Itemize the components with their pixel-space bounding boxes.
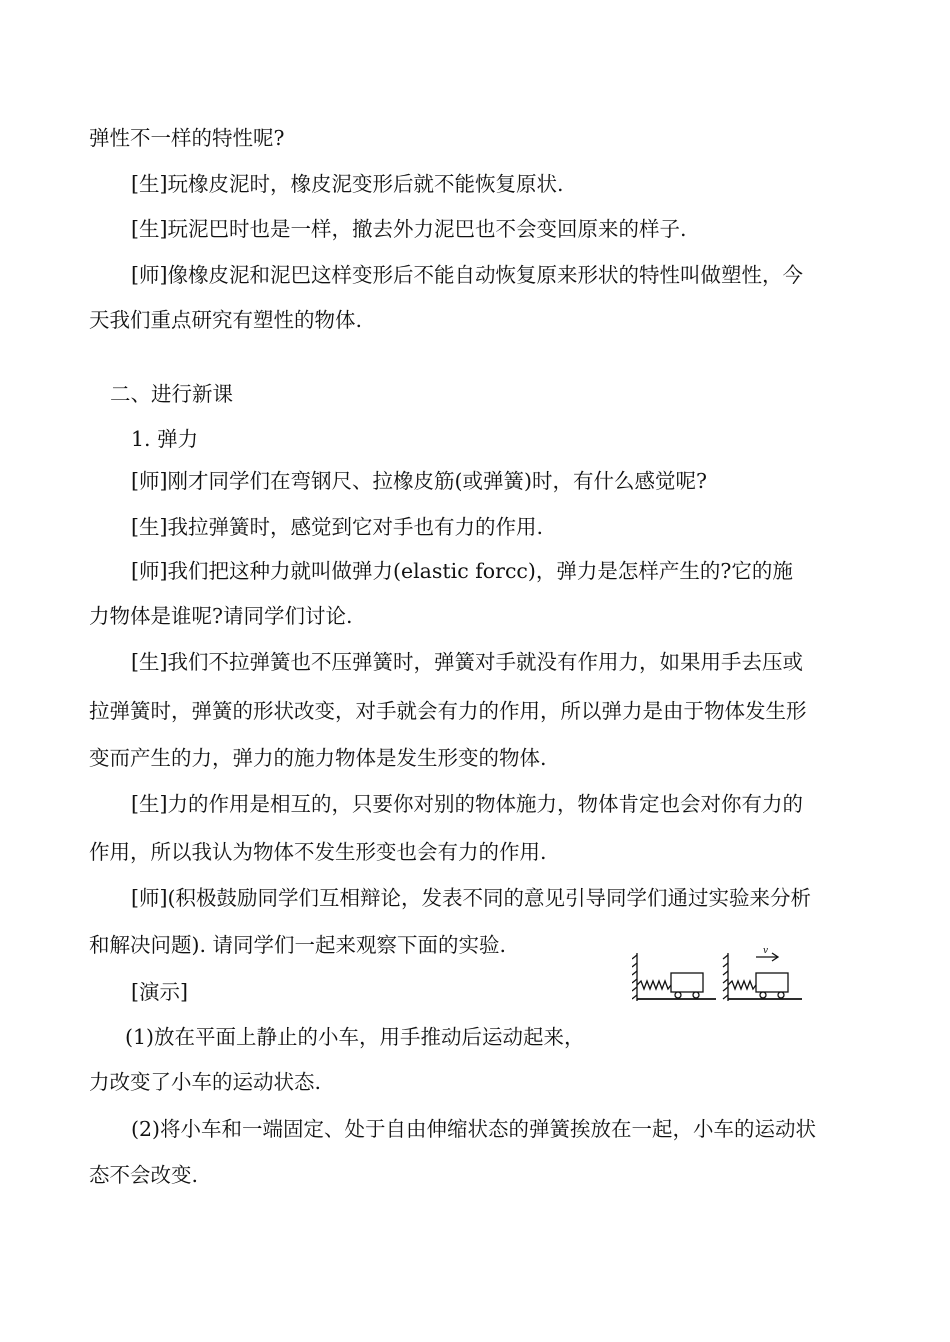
cart-right [756, 973, 788, 992]
section-heading: 二、进行新课 [110, 382, 233, 406]
spring-left [637, 981, 671, 989]
subsection-heading: 1. 弹力 [131, 427, 199, 451]
text-line: 态不会改变. [89, 1163, 199, 1187]
text-line: 和解决问题). 请同学们一起来观察下面的实验. [89, 933, 507, 957]
spring-right [728, 981, 756, 989]
text-line: [师]刚才同学们在弯钢尺、拉橡皮筋(或弹簧)时，有什么感觉呢? [131, 469, 707, 493]
text-line: 力改变了小车的运动状态. [89, 1070, 322, 1094]
text-line: [师](积极鼓励同学们互相辩论，发表不同的意见引导同学们通过实验来分析 [131, 886, 811, 910]
text-line: [生]玩橡皮泥时，橡皮泥变形后就不能恢复原状. [131, 172, 564, 196]
text-line: 弹性不一样的特性呢? [89, 126, 285, 150]
text-line: [师]像橡皮泥和泥巴这样变形后不能自动恢复原来形状的特性叫做塑性，今 [131, 263, 803, 287]
text-line: [生]我拉弹簧时，感觉到它对手也有力的作用. [131, 515, 544, 539]
text-line: (1)放在平面上静止的小车，用手推动后运动起来， [125, 1025, 585, 1049]
text-line: [生]力的作用是相互的，只要你对别的物体施力，物体肯定也会对你有力的 [131, 792, 803, 816]
text-line: 变而产生的力，弹力的施力物体是发生形变的物体. [89, 746, 547, 770]
text-line: (2)将小车和一端固定、处于自由伸缩状态的弹簧挨放在一起，小车的运动状 [131, 1117, 817, 1141]
wall-left [632, 953, 637, 1001]
text-line: 拉弹簧时，弹簧的形状改变，对手就会有力的作用，所以弹力是由于物体发生形 [89, 699, 807, 723]
text-line: [生]玩泥巴时也是一样，撤去外力泥巴也不会变回原来的样子. [131, 217, 687, 241]
text-line: 天我们重点研究有塑性的物体. [89, 308, 363, 332]
text-line: [生]我们不拉弹簧也不压弹簧时，弹簧对手就没有作用力，如果用手去压或 [131, 650, 803, 674]
text-line: 作用，所以我认为物体不发生形变也会有力的作用. [89, 840, 547, 864]
spring-cart-figure [632, 945, 804, 1005]
text-line: [师]我们把这种力就叫做弹力(elastic forcc)，弹力是怎样产生的?它的施 [131, 559, 793, 583]
wall-right [723, 953, 728, 1001]
text-line: 力物体是谁呢?请同学们讨论. [89, 604, 353, 628]
cart-left [671, 973, 703, 992]
velocity-label: v [763, 946, 769, 956]
demo-label: [演示] [131, 980, 188, 1004]
